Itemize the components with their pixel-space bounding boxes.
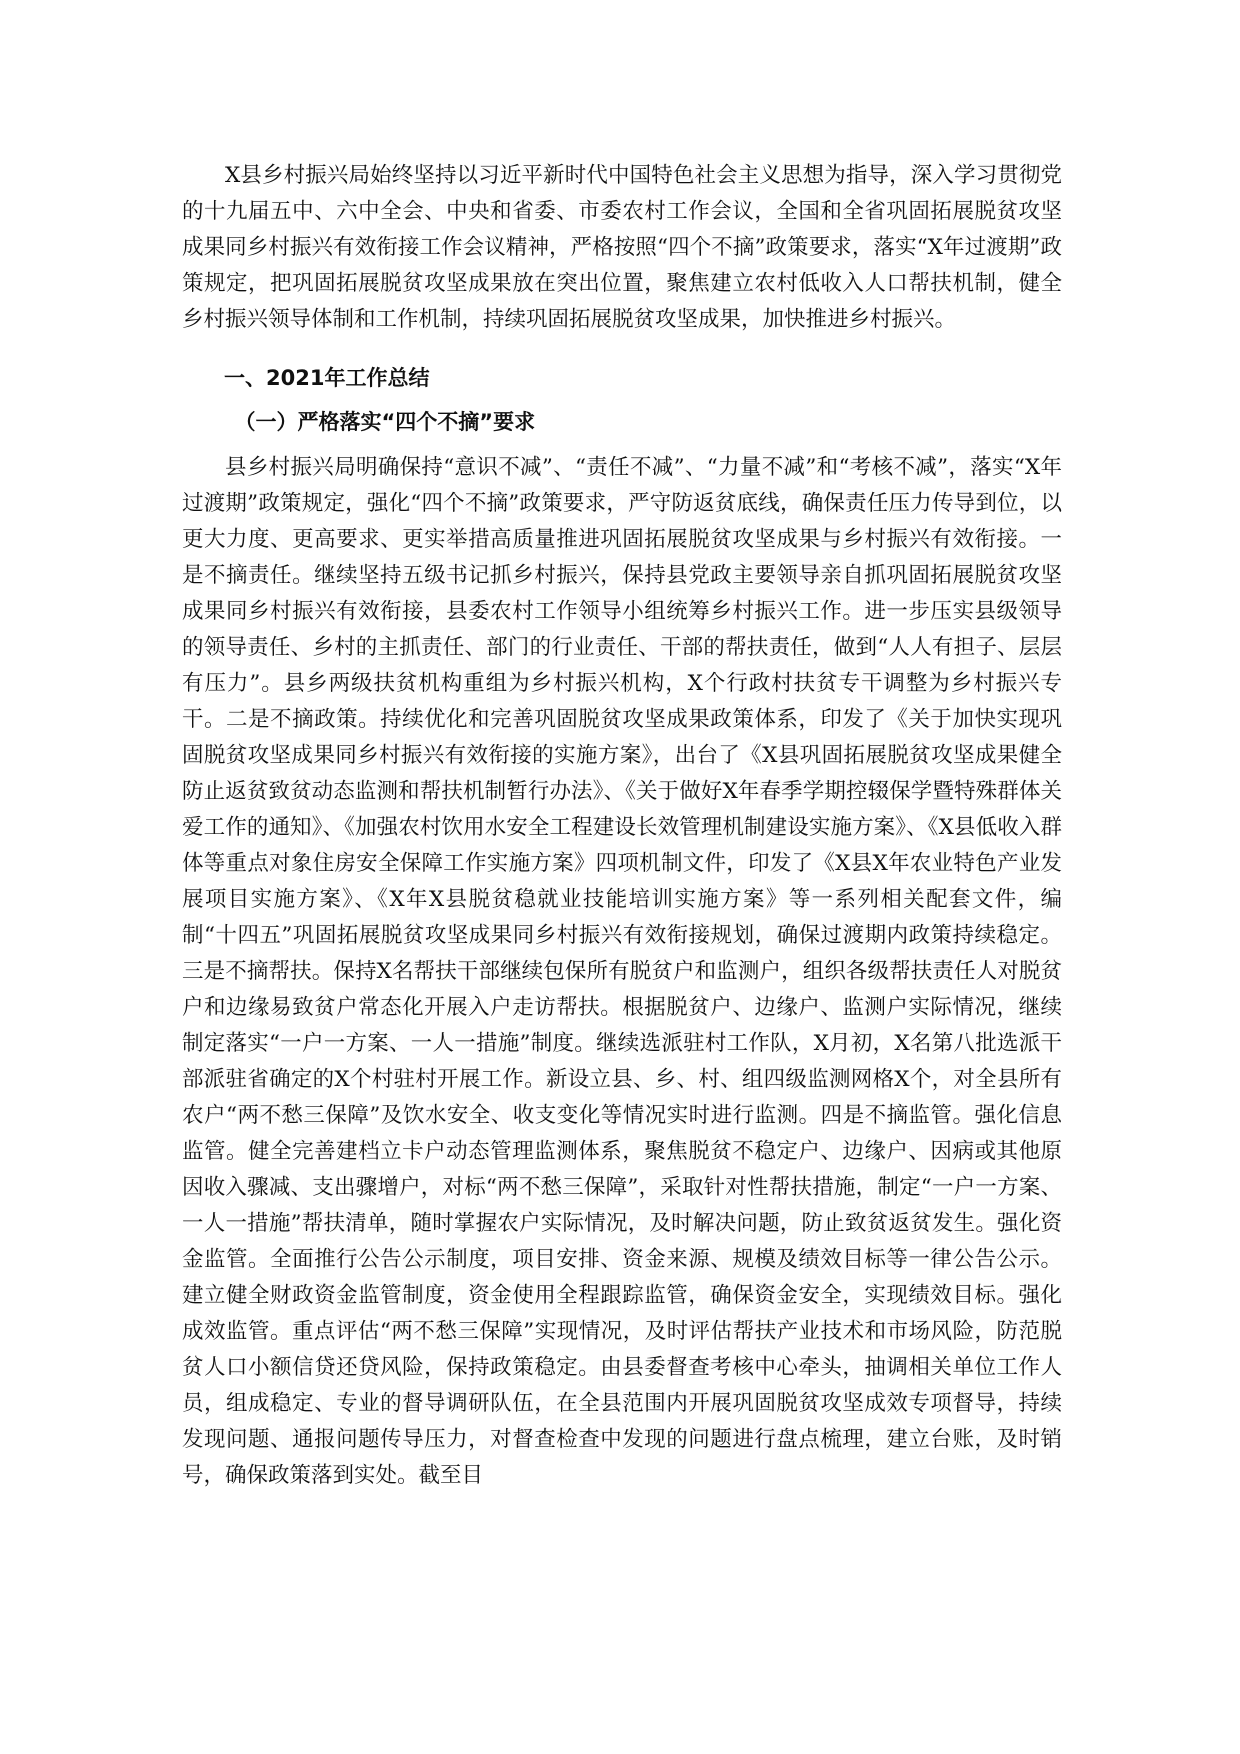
document-page: [182, 158, 1062, 1494]
subsection-heading: （一）严格落实“四个不摘”要求: [234, 410, 536, 434]
body-paragraph: 县乡村振兴局明确保持“意识不减”、“责任不减”、“力量不减”和“考核不减”，落实“X年过渡期”政策规定，强化“四个不摘”政策要求，严守防返贫底线，确保责任压力传导到位，以更大力度、更高要求、更实举措高质量推进巩固拓展脱贫攻坚成果与乡村振兴有效衔接。一是不摘责任。继续坚持五级书记抓乡村振兴，保持县党政主要领导亲自抓巩固拓展脱贫攻坚成果同乡村振兴有效衔接，县委农村工作领导小组统筹乡村振兴工作。进一步压实县级领导的领导责任、乡村的主抓责任、部门的行业责任、干部的帮扶责任，做到“人人有担子、层层有压力”。县乡两级扶贫机构重组为乡村振兴机构，X个行政村扶贫专干调整为乡村振兴专干。二是不摘政策。持续优化和完善巩固脱贫攻坚成果政策体系，印发了《关于加快实现巩固脱贫攻坚成果同乡村振兴有效衔接的实施方案》，出台了《X县巩固拓展脱贫攻坚成果健全防止返贫致贫动态监测和帮扶机制暂行办法》、《关于做好X年春季学期控辍保学暨特殊群体关爱工作的通知》、《加强农村饮用水安全工程建设长效管理机制建设实施方案》、《X县低收入群体等重点对象住房安全保障工作实施方案》四项机制文件，印发了《X县X年农业特色产业发展项目实施方案》、《X年X县脱贫稳就业技能培训实施方案》等一系列相关配套文件，编制“十四五”巩固拓展脱贫攻坚成果同乡村振兴有效衔接规划，确保过渡期内政策持续稳定。三是不摘帮扶。保持X名帮扶干部继续包保所有脱贫户和监测户，组织各级帮扶责任人对脱贫户和边缘易致贫户常态化开展入户走访帮扶。根据脱贫户、边缘户、监测户实际情况，继续制定落实“一户一方案、一人一措施”制度。继续选派驻村工作队，X月初，X名第八批选派干部派驻省确定的X个村驻村开展工作。新设立县、乡、村、组四级监测网格X个，对全县所有农户“两不愁三保障”及饮水安全、收支变化等情况实时进行监测。四是不摘监管。强化信息监管。健全完善建档立卡户动态管理监测体系，聚焦脱贫不稳定户、边缘户、因病或其他原因收入骤减、支出骤增户，对标“两不愁三保障”，采取针对性帮扶措施，制定“一户一方案、一人一措施”帮扶清单，随时掌握农户实际情况，及时解决问题，防止致贫返贫发生。强化资金监管。全面推行公告公示制度，项目安排、资金来源、规模及绩效目标等一律公告公示。建立健全财政资金监管制度，资金使用全程跟踪监管，确保资金安全，实现绩效目标。强化成效监管。重点评估“两不愁三保障”实现情况，及时评估帮扶产业技术和市场风险，防范脱贫人口小额信贷还贷风险，保持政策稳定。由县委督查考核中心牵头，抽调相关单位工作人员，组成稳定、专业的督导调研队伍，在全县范围内开展巩固脱贫攻坚成效专项督导，持续发现问题、通报问题传导压力，对督查检查中发现的问题进行盘点梳理，建立台账，及时销号，确保政策落到实处。截至目: [182, 455, 1062, 1488]
intro-paragraph: X县乡村振兴局始终坚持以习近平新时代中国特色社会主义思想为指导，深入学习贯彻党的十九届五中、六中全会、中央和省委、市委农村工作会议，全国和全省巩固拓展脱贫攻坚成果同乡村振兴有效衔接工作会议精神，严格按照“四个不摘”政策要求，落实“X年过渡期”政策规定，把巩固拓展脱贫攻坚成果放在突出位置，聚焦建立农村低收入人口帮扶机制，健全乡村振兴领导体制和工作机制，持续巩固拓展脱贫攻坚成果，加快推进乡村振兴。: [182, 163, 1062, 332]
section-heading: 一、2021年工作总结: [224, 366, 430, 390]
